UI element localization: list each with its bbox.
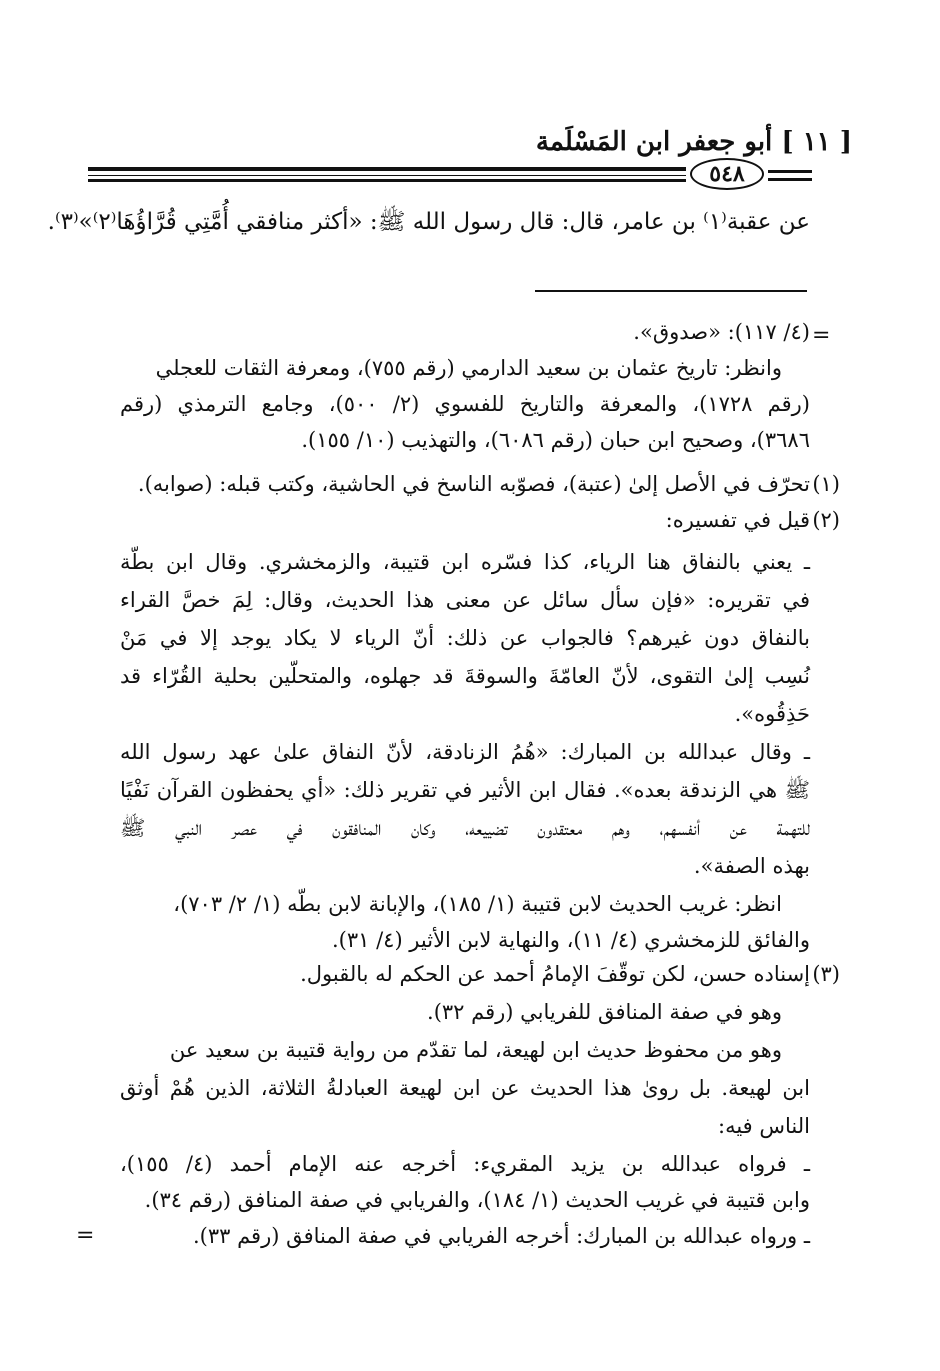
footnote-line: نُسِب إلىٰ التقوى، لأنّ العامّةَ والسوقةَ قد جهلوه، والمتحلّين بحلية القُرّاء قد xyxy=(120,664,810,688)
footnote-line: (٤/ ١١٧): «صدوق». xyxy=(633,320,810,344)
footnote-marker: (١) xyxy=(812,472,840,496)
footnote-line: ـ يعني بالنفاق هنا الرياء، كذا فسّره ابن قتيبة، والزمخشري. وقال ابن بطّة xyxy=(120,550,810,574)
header-rule xyxy=(768,178,812,181)
page-number: ٥٤٨ xyxy=(690,158,764,190)
footnote-line: للتهمة عن أنفسهم، وهم معتقدون تضييعه، وكان المنافقون في عصر النبي ﷺ xyxy=(120,816,810,840)
header-rule xyxy=(88,167,686,171)
main-text: عن عقبة⁽١⁾ بن عامر، قال: قال رسول الله ﷺ: «أكثر منافقي أُمَّتِي قُرَّاؤُهَا⁽٢⁾»⁽٣⁾. xyxy=(47,209,810,235)
header-rule xyxy=(768,170,812,173)
footnote-marker: (٣) xyxy=(812,962,840,986)
header-rule xyxy=(88,175,686,176)
footnote-line: الناس فيه: xyxy=(718,1114,810,1138)
continuation-mark: = xyxy=(76,1223,95,1248)
footnote-line: ﷺ هي الزندقة بعده». فقال ابن الأثير في تقرير ذلك: «أي يحفظون القرآن نَفْيًا xyxy=(120,778,810,802)
footnote-marker: (٢) xyxy=(812,508,840,532)
running-title: [ ١١ ] أبو جعفر ابن المَسْلَمة xyxy=(535,127,852,157)
footnote-line: ٣٦٨٦)، وصحيح ابن حبان (رقم ٦٠٨٦)، والتهذيب (١٠/ ١٥٥). xyxy=(301,428,810,452)
footnote-line: في تقريره: «فإن سأل سائل عن معنى هذا الحديث، وقال: لِمَ خصَّ القراء xyxy=(120,588,810,612)
footnote-line: وهو في صفة المنافق للفريابي (رقم ٣٢). xyxy=(427,1000,782,1024)
footnote-line: ـ وقال عبدالله بن المبارك: «هُمُ الزنادقة، لأنّ النفاق علىٰ عهد رسول الله xyxy=(120,740,810,764)
footnote-divider xyxy=(535,290,807,292)
footnote-line: بالنفاق دون غيرهم؟ فالجواب عن ذلك: أنّ الرياء لا يكاد يوجد إلا في مَنْ xyxy=(120,626,810,650)
footnote-line: وهو من محفوظ حديث ابن لهيعة، لما تقدّم من رواية قتيبة بن سعيد عن xyxy=(169,1038,782,1062)
footnote-line: إسناده حسن، لكن توقّفَ الإمامُ أحمد عن الحكم له بالقبول. xyxy=(300,962,810,986)
footnote-line: ـ فرواه عبدالله بن يزيد المقريء: أخرجه عنه الإمام أحمد (٤/ ١٥٥)، xyxy=(120,1152,810,1176)
footnote-line: والفائق للزمخشري (٤/ ١١)، والنهاية لابن الأثير (٤/ ٣١). xyxy=(331,928,810,952)
footnote-line: انظر: غريب الحديث لابن قتيبة (١/ ١٨٥)، والإبانة لابن بطّه (١/ ٢/ ٧٠٣)، xyxy=(173,892,782,916)
footnote-line: بهذه الصفة». xyxy=(693,854,810,878)
header-rule xyxy=(88,179,686,182)
footnote-line: قيل في تفسيره: xyxy=(665,508,810,532)
footnote-line: حَذِقُوه». xyxy=(734,702,810,726)
footnote-line: تحرّف في الأصل إلىٰ (عتبة)، فصوّبه الناسخ في الحاشية، وكتب قبله: (صوابه). xyxy=(137,472,810,496)
footnote-line: ـ ورواه عبدالله بن المبارك: أخرجه الفريابي في صفة المنافق (رقم ٣٣). xyxy=(192,1224,810,1248)
footnote-line: وانظر: تاريخ عثمان بن سعيد الدارمي (رقم ٧٥٥)، ومعرفة الثقات للعجلي xyxy=(155,356,782,380)
footnote-line: ابن لهيعة. بل روىٰ هذا الحديث عن ابن لهيعة العبادلةُ الثلاثة، الذين هُمْ أوثق xyxy=(120,1076,810,1100)
footnote-line: وابن قتيبة في غريب الحديث (١/ ١٨٤)، والفريابي في صفة المنافق (رقم ٣٤). xyxy=(144,1188,810,1212)
footnotes xyxy=(0,310,940,1260)
footnote-line: (رقم ١٧٢٨)، والمعرفة والتاريخ للفسوي (٢/ ٥٠٠)، وجامع الترمذي (رقم xyxy=(120,392,810,416)
continuation-mark: = xyxy=(812,323,831,348)
